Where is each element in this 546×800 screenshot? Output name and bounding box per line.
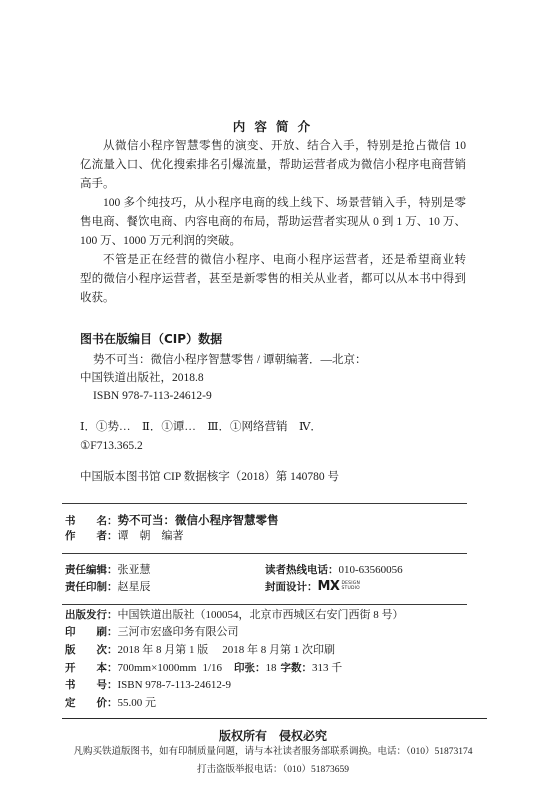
editor-label: 责任编辑： <box>65 564 118 576</box>
cover-design-label: 封面设计： <box>265 581 318 593</box>
hotline-value: 010-63560056 <box>338 564 403 576</box>
anti-piracy-notice: 打击盗版举报电话：（010）51873659 <box>196 765 349 775</box>
print-supervisor-row <box>65 579 151 596</box>
book-title-label: 书 名： <box>65 515 118 527</box>
editor-value: 张亚慧 <box>117 564 151 576</box>
printer-row <box>65 624 239 641</box>
isbn-row <box>65 677 231 694</box>
format-label: 开 本： <box>65 662 118 674</box>
words-value: 313 千 <box>312 662 343 674</box>
divider <box>62 503 467 504</box>
cover-design-row <box>265 579 360 596</box>
logo-sub-line: DESIGN <box>341 581 361 587</box>
edition-row <box>65 642 335 659</box>
editor-row <box>65 562 151 579</box>
isbn-value: ISBN 978-7-113-24612-9 <box>117 679 232 691</box>
format-row <box>65 660 342 677</box>
price-value: 55.00 元 <box>117 697 156 709</box>
publisher-value: 中国铁道出版社（100054，北京市西城区右安门西街 8 号） <box>117 609 404 621</box>
copyright-notice: 版权所有 侵权必究 <box>218 729 327 743</box>
logo-main-text: MX <box>317 578 340 594</box>
cip-line: Ⅰ．①势… Ⅱ．①谭… Ⅲ．①网络营销 Ⅳ． <box>80 421 322 433</box>
price-label: 定 价： <box>65 697 118 709</box>
hotline-row <box>265 562 403 579</box>
mx-design-studio-logo <box>318 580 361 593</box>
cip-line: ISBN 978-7-113-24612-9 <box>93 390 212 402</box>
divider <box>62 604 467 605</box>
printing-value: 2018 年 8 月第 1 次印刷 <box>222 644 335 656</box>
cip-heading: 图书在版编目（CIP）数据 <box>80 332 223 346</box>
author-value: 谭 朝 编著 <box>117 530 184 542</box>
price-row <box>65 695 156 712</box>
cip-line: 中国版本图书馆 CIP 数据核字（2018）第 140780 号 <box>80 471 339 483</box>
logo-sub-text <box>341 581 360 591</box>
divider <box>62 718 487 719</box>
cip-line: 中国铁道出版社，2018.8 <box>80 372 204 384</box>
summary-line: 高手。 <box>80 178 115 190</box>
author-row <box>65 528 184 545</box>
print-supervisor-label: 责任印制： <box>65 581 118 593</box>
publisher-label: 出版发行： <box>65 609 118 621</box>
cip-line: ①F713.365.2 <box>80 440 143 452</box>
service-notice: 凡购买铁道版图书，如有印制质量问题，请与本社读者服务部联系调换。电话：（010）51873174 <box>73 747 473 757</box>
hotline-label: 读者热线电话： <box>265 564 339 576</box>
book-title-value: 势不可当：微信小程序智慧零售 <box>117 513 279 527</box>
printer-value: 三河市宏盛印务有限公司 <box>117 626 239 638</box>
author-label: 作 者： <box>65 530 118 542</box>
divider <box>62 553 467 554</box>
printer-label: 印 刷： <box>65 626 118 638</box>
summary-line: 不管是正在经营的微信小程序、电商小程序运营者，还是希望商业转 <box>103 254 466 266</box>
summary-line: 亿流量入口、优化搜索排名引爆流量，帮助运营者成为微信小程序电商营销 <box>80 159 466 171</box>
logo-sub-line: STUDIO <box>341 586 360 592</box>
edition-label: 版 次： <box>65 644 118 656</box>
isbn-label: 书 号： <box>65 679 118 691</box>
sheets-label: 印张： <box>234 662 266 674</box>
summary-line: 100 万、1000 万元利润的突破。 <box>80 235 241 247</box>
edition-value: 2018 年 8 月第 1 版 <box>117 644 209 656</box>
summary-line: 型的微信小程序运营者，甚至是新零售的相关从业者，都可以从本书中得到 <box>80 273 466 285</box>
cip-line: 势不可当：微信小程序智慧零售 / 谭朝编著．—北京： <box>93 354 367 366</box>
summary-line: 售电商、餐饮电商、内容电商的布局，帮助运营者实现从 0 到 1 万、10 万、 <box>80 216 466 228</box>
summary-title: 内 容 简 介 <box>232 120 314 134</box>
format-size: 700mm×1000mm <box>117 662 197 674</box>
summary-text <box>80 137 466 308</box>
format-fold: 1/16 <box>202 662 222 674</box>
words-label: 字数： <box>280 662 312 674</box>
summary-line: 收获。 <box>80 292 115 304</box>
publisher-row <box>65 607 404 624</box>
sheets-value: 18 <box>265 662 277 674</box>
print-supervisor-value: 赵星辰 <box>117 581 151 593</box>
summary-line: 从微信小程序智慧零售的演变、开放、结合入手，特别是抢占微信 10 <box>103 140 466 152</box>
summary-line: 100 多个纯技巧，从小程序电商的线上线下、场景营销入手，特别是零 <box>103 197 466 209</box>
